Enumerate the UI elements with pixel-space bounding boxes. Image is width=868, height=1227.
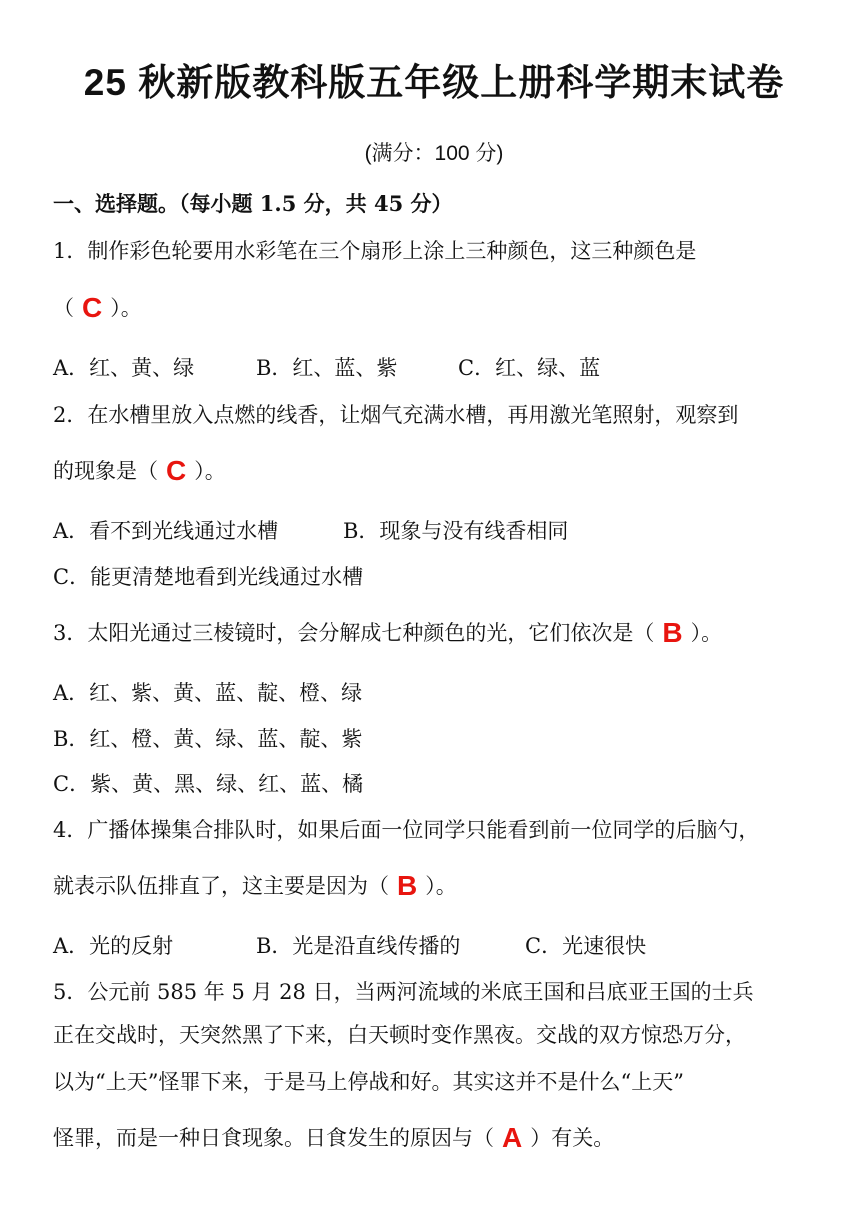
question-5-text-line3: 以为“上天”怪罪下来，于是马上停战和好。其实这并不是什么“上天” xyxy=(53,1070,684,1094)
question-2-text: 2．在水槽里放入点燃的线香，让烟气充满水槽，再用激光笔照射，观察到 xyxy=(53,403,739,427)
answer-close-paren: ）。 xyxy=(110,296,142,320)
question-2-answer-line xyxy=(53,455,226,487)
question-1-options xyxy=(53,352,600,382)
exam-title: 25 秋新版教科版五年级上册科学期末试卷 xyxy=(83,62,785,103)
question-4-options xyxy=(53,930,646,960)
answer-close-paren: ）。 xyxy=(690,621,723,645)
question-1-option-a: A．红、黄、绿 xyxy=(53,356,195,380)
question-1-option-b: B．红、蓝、紫 xyxy=(256,356,398,380)
question-1-text: 1．制作彩色轮要用水彩笔在三个扇形上涂上三种颜色，这三种颜色是 xyxy=(53,239,697,263)
question-4-text: 4．广播体操集合排队时，如果后面一位同学只能看到前一位同学的后脑勺， xyxy=(53,818,760,842)
question-5-text-line2: 正在交战时，天突然黑了下来，白天顿时变作黑夜。交战的双方惊恐万分， xyxy=(53,1023,746,1047)
question-3-option-a: A．红、紫、黄、蓝、靛、橙、绿 xyxy=(53,681,363,705)
section-heading-multiple-choice: 一、选择题。（每小题 1.5 分，共 45 分） xyxy=(53,191,453,216)
question-3-option-c: C．紫、黄、黑、绿、红、蓝、橘 xyxy=(53,772,364,796)
question-1-answer: C xyxy=(82,292,103,323)
question-4-option-a: A．光的反射 xyxy=(53,934,174,958)
answer-prefix: 就表示队伍排直了，这主要是因为（ xyxy=(53,874,389,898)
question-4-answer: B xyxy=(397,870,418,901)
question-2-option-b: B．现象与没有线香相同 xyxy=(343,519,569,543)
question-2-options-row1 xyxy=(53,515,568,545)
question-4-answer-line xyxy=(53,870,457,902)
answer-prefix: 怪罪，而是一种日食现象。日食发生的原因与（ xyxy=(53,1126,494,1150)
question-3-text: 3．太阳光通过三棱镜时，会分解成七种颜色的光，它们依次是（ xyxy=(53,621,655,645)
question-5-answer-line xyxy=(53,1122,614,1154)
question-5-answer: A xyxy=(502,1122,523,1153)
question-2-option-c: C．能更清楚地看到光线通过水槽 xyxy=(53,565,364,589)
answer-close-paren: ）。 xyxy=(194,459,226,483)
answer-prefix: 的现象是（ xyxy=(53,459,158,483)
question-1-option-c: C．红、绿、蓝 xyxy=(458,356,601,380)
question-1-answer-line xyxy=(53,292,142,324)
question-4-option-c: C．光速很快 xyxy=(525,934,647,958)
question-2-answer: C xyxy=(166,455,187,486)
question-3-option-b: B．红、橙、黄、绿、蓝、靛、紫 xyxy=(53,727,363,751)
question-5-text-line1: 5．公元前 585 年 5 月 28 日，当两河流域的米底王国和吕底亚王国的士兵 xyxy=(53,980,754,1004)
question-2-option-a: A．看不到光线通过水槽 xyxy=(53,519,279,543)
answer-suffix: ）有关。 xyxy=(530,1126,615,1150)
answer-close-paren: ）。 xyxy=(425,874,457,898)
question-3-answer: B xyxy=(662,617,683,648)
question-4-option-b: B．光是沿直线传播的 xyxy=(256,934,461,958)
full-score-note: (满分：100 分) xyxy=(364,142,504,165)
question-3-answer-line xyxy=(53,617,722,649)
answer-open-paren: （ xyxy=(53,296,74,320)
